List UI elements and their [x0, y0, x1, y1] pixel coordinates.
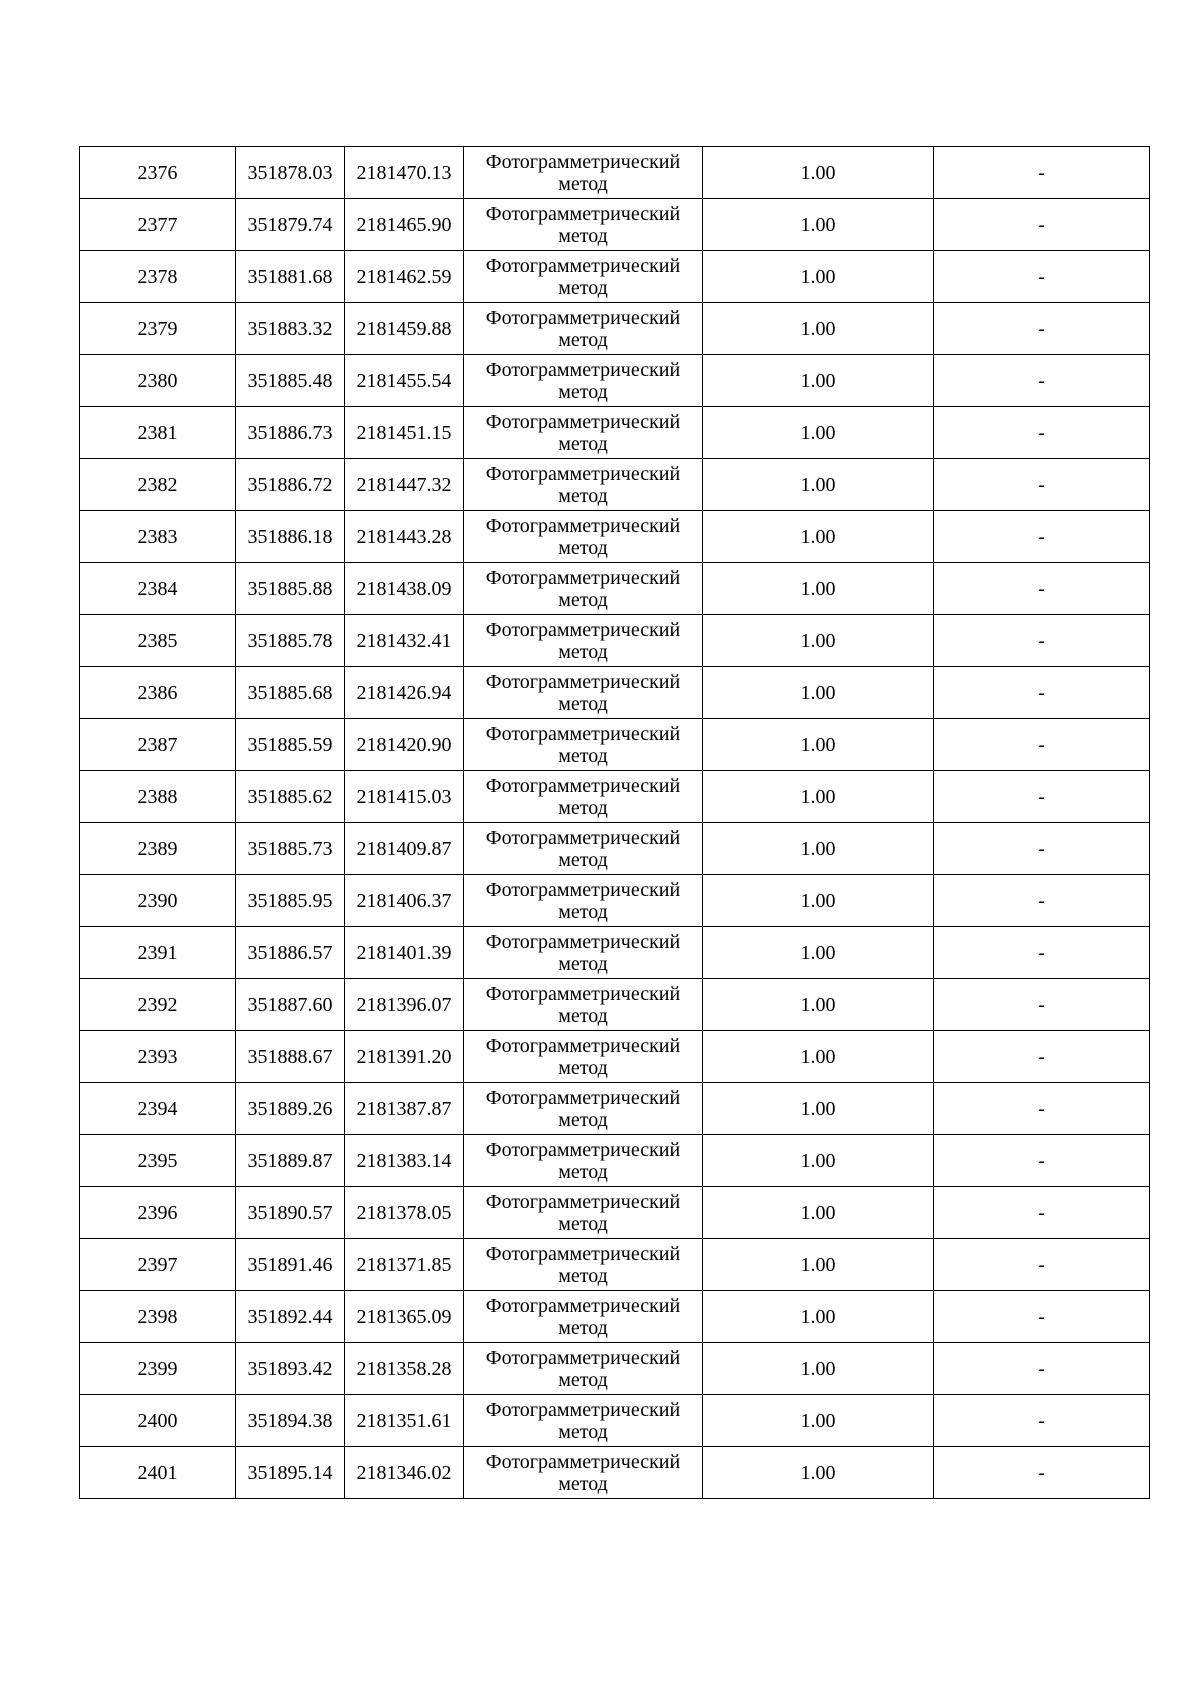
point-number-cell: 2384 [80, 563, 236, 615]
y-coordinate-cell: 2181438.09 [345, 563, 464, 615]
method-line1: Фотограмметрический [485, 254, 681, 277]
coordinates-table-body [80, 147, 1150, 1499]
method-line2: метод [558, 640, 608, 663]
y-coordinate-cell: 2181378.05 [345, 1187, 464, 1239]
method-cell [464, 979, 703, 1031]
y-coordinate-cell: 2181451.15 [345, 407, 464, 459]
method-line1: Фотограмметрический [485, 150, 681, 173]
table-row [80, 823, 1150, 875]
accuracy-cell: 1.00 [703, 303, 934, 355]
x-coordinate-cell: 351891.46 [236, 1239, 345, 1291]
note-cell: - [934, 823, 1150, 875]
point-number-cell: 2386 [80, 667, 236, 719]
method-cell [464, 823, 703, 875]
note-cell: - [934, 667, 1150, 719]
y-coordinate-cell: 2181358.28 [345, 1343, 464, 1395]
point-number-cell: 2393 [80, 1031, 236, 1083]
y-coordinate-cell: 2181387.87 [345, 1083, 464, 1135]
accuracy-cell: 1.00 [703, 875, 934, 927]
method-line2: метод [558, 796, 608, 819]
point-number-cell: 2401 [80, 1447, 236, 1499]
note-cell: - [934, 1083, 1150, 1135]
x-coordinate-cell: 351890.57 [236, 1187, 345, 1239]
table-row [80, 927, 1150, 979]
method-cell [464, 511, 703, 563]
table-row [80, 615, 1150, 667]
method-cell [464, 875, 703, 927]
method-line1: Фотограмметрический [485, 1034, 681, 1057]
accuracy-cell: 1.00 [703, 511, 934, 563]
y-coordinate-cell: 2181420.90 [345, 719, 464, 771]
point-number-cell: 2383 [80, 511, 236, 563]
y-coordinate-cell: 2181455.54 [345, 355, 464, 407]
method-line1: Фотограмметрический [485, 358, 681, 381]
method-line1: Фотограмметрический [485, 774, 681, 797]
point-number-cell: 2394 [80, 1083, 236, 1135]
accuracy-cell: 1.00 [703, 615, 934, 667]
accuracy-cell: 1.00 [703, 1031, 934, 1083]
point-number-cell: 2379 [80, 303, 236, 355]
method-line1: Фотограмметрический [485, 1294, 681, 1317]
method-cell [464, 355, 703, 407]
point-number-cell: 2380 [80, 355, 236, 407]
method-line2: метод [558, 900, 608, 923]
method-cell [464, 563, 703, 615]
method-line2: метод [558, 1004, 608, 1027]
coordinates-table [79, 146, 1150, 1499]
y-coordinate-cell: 2181346.02 [345, 1447, 464, 1499]
table-row [80, 979, 1150, 1031]
table-row [80, 147, 1150, 199]
method-line2: метод [558, 744, 608, 767]
method-cell [464, 407, 703, 459]
note-cell: - [934, 1447, 1150, 1499]
method-line2: метод [558, 224, 608, 247]
x-coordinate-cell: 351885.59 [236, 719, 345, 771]
point-number-cell: 2376 [80, 147, 236, 199]
table-row [80, 1239, 1150, 1291]
method-line2: метод [558, 1472, 608, 1495]
point-number-cell: 2378 [80, 251, 236, 303]
method-cell [464, 251, 703, 303]
y-coordinate-cell: 2181443.28 [345, 511, 464, 563]
accuracy-cell: 1.00 [703, 407, 934, 459]
table-row [80, 1395, 1150, 1447]
x-coordinate-cell: 351885.48 [236, 355, 345, 407]
method-cell [464, 1239, 703, 1291]
method-cell [464, 1447, 703, 1499]
x-coordinate-cell: 351893.42 [236, 1343, 345, 1395]
accuracy-cell: 1.00 [703, 1083, 934, 1135]
table-row [80, 511, 1150, 563]
point-number-cell: 2388 [80, 771, 236, 823]
note-cell: - [934, 407, 1150, 459]
method-cell [464, 667, 703, 719]
accuracy-cell: 1.00 [703, 667, 934, 719]
method-cell [464, 615, 703, 667]
point-number-cell: 2390 [80, 875, 236, 927]
table-row [80, 199, 1150, 251]
x-coordinate-cell: 351888.67 [236, 1031, 345, 1083]
y-coordinate-cell: 2181401.39 [345, 927, 464, 979]
method-line1: Фотограмметрический [485, 1450, 681, 1473]
note-cell: - [934, 1291, 1150, 1343]
accuracy-cell: 1.00 [703, 927, 934, 979]
y-coordinate-cell: 2181409.87 [345, 823, 464, 875]
table-row [80, 667, 1150, 719]
x-coordinate-cell: 351885.78 [236, 615, 345, 667]
point-number-cell: 2400 [80, 1395, 236, 1447]
method-line1: Фотограмметрический [485, 306, 681, 329]
method-line2: метод [558, 1056, 608, 1079]
point-number-cell: 2399 [80, 1343, 236, 1395]
table-row [80, 303, 1150, 355]
note-cell: - [934, 147, 1150, 199]
method-cell [464, 459, 703, 511]
method-cell [464, 1083, 703, 1135]
method-line2: метод [558, 1108, 608, 1131]
accuracy-cell: 1.00 [703, 1135, 934, 1187]
table-row [80, 407, 1150, 459]
method-line2: метод [558, 1316, 608, 1339]
table-row [80, 1343, 1150, 1395]
note-cell: - [934, 459, 1150, 511]
accuracy-cell: 1.00 [703, 1395, 934, 1447]
y-coordinate-cell: 2181462.59 [345, 251, 464, 303]
method-cell [464, 303, 703, 355]
method-line1: Фотограмметрический [485, 930, 681, 953]
method-line2: метод [558, 328, 608, 351]
table-row [80, 459, 1150, 511]
method-cell [464, 147, 703, 199]
note-cell: - [934, 719, 1150, 771]
y-coordinate-cell: 2181465.90 [345, 199, 464, 251]
note-cell: - [934, 875, 1150, 927]
x-coordinate-cell: 351889.26 [236, 1083, 345, 1135]
y-coordinate-cell: 2181365.09 [345, 1291, 464, 1343]
x-coordinate-cell: 351885.95 [236, 875, 345, 927]
method-line1: Фотограмметрический [485, 566, 681, 589]
table-row [80, 251, 1150, 303]
method-line1: Фотограмметрический [485, 514, 681, 537]
method-line2: метод [558, 1212, 608, 1235]
table-row [80, 1187, 1150, 1239]
x-coordinate-cell: 351886.57 [236, 927, 345, 979]
y-coordinate-cell: 2181447.32 [345, 459, 464, 511]
x-coordinate-cell: 351887.60 [236, 979, 345, 1031]
accuracy-cell: 1.00 [703, 979, 934, 1031]
method-cell [464, 927, 703, 979]
method-line2: метод [558, 484, 608, 507]
method-line2: метод [558, 692, 608, 715]
point-number-cell: 2382 [80, 459, 236, 511]
method-line2: метод [558, 1420, 608, 1443]
method-line2: метод [558, 276, 608, 299]
method-line2: метод [558, 952, 608, 975]
x-coordinate-cell: 351895.14 [236, 1447, 345, 1499]
point-number-cell: 2397 [80, 1239, 236, 1291]
point-number-cell: 2389 [80, 823, 236, 875]
table-row [80, 1291, 1150, 1343]
accuracy-cell: 1.00 [703, 771, 934, 823]
method-line1: Фотограмметрический [485, 826, 681, 849]
accuracy-cell: 1.00 [703, 459, 934, 511]
point-number-cell: 2385 [80, 615, 236, 667]
method-line1: Фотограмметрический [485, 670, 681, 693]
note-cell: - [934, 511, 1150, 563]
method-line2: метод [558, 536, 608, 559]
method-line2: метод [558, 432, 608, 455]
note-cell: - [934, 1031, 1150, 1083]
accuracy-cell: 1.00 [703, 199, 934, 251]
table-row [80, 355, 1150, 407]
x-coordinate-cell: 351885.88 [236, 563, 345, 615]
note-cell: - [934, 1343, 1150, 1395]
x-coordinate-cell: 351892.44 [236, 1291, 345, 1343]
point-number-cell: 2387 [80, 719, 236, 771]
accuracy-cell: 1.00 [703, 1187, 934, 1239]
x-coordinate-cell: 351886.18 [236, 511, 345, 563]
x-coordinate-cell: 351886.73 [236, 407, 345, 459]
method-line2: метод [558, 1368, 608, 1391]
accuracy-cell: 1.00 [703, 563, 934, 615]
method-line2: метод [558, 1264, 608, 1287]
point-number-cell: 2381 [80, 407, 236, 459]
method-line1: Фотограмметрический [485, 878, 681, 901]
y-coordinate-cell: 2181396.07 [345, 979, 464, 1031]
x-coordinate-cell: 351889.87 [236, 1135, 345, 1187]
method-line1: Фотограмметрический [485, 410, 681, 433]
method-line1: Фотограмметрический [485, 1190, 681, 1213]
point-number-cell: 2392 [80, 979, 236, 1031]
accuracy-cell: 1.00 [703, 1343, 934, 1395]
table-row [80, 719, 1150, 771]
method-cell [464, 1291, 703, 1343]
method-cell [464, 771, 703, 823]
method-line1: Фотограмметрический [485, 202, 681, 225]
method-cell [464, 719, 703, 771]
method-line2: метод [558, 380, 608, 403]
table-row [80, 1083, 1150, 1135]
method-cell [464, 1135, 703, 1187]
table-row [80, 875, 1150, 927]
note-cell: - [934, 199, 1150, 251]
note-cell: - [934, 1187, 1150, 1239]
note-cell: - [934, 355, 1150, 407]
note-cell: - [934, 979, 1150, 1031]
y-coordinate-cell: 2181415.03 [345, 771, 464, 823]
method-line2: метод [558, 1160, 608, 1183]
table-row [80, 771, 1150, 823]
method-cell [464, 199, 703, 251]
note-cell: - [934, 563, 1150, 615]
note-cell: - [934, 615, 1150, 667]
y-coordinate-cell: 2181383.14 [345, 1135, 464, 1187]
method-line1: Фотограмметрический [485, 618, 681, 641]
x-coordinate-cell: 351881.68 [236, 251, 345, 303]
note-cell: - [934, 927, 1150, 979]
method-line2: метод [558, 172, 608, 195]
note-cell: - [934, 771, 1150, 823]
y-coordinate-cell: 2181426.94 [345, 667, 464, 719]
method-line1: Фотограмметрический [485, 722, 681, 745]
method-line1: Фотограмметрический [485, 462, 681, 485]
y-coordinate-cell: 2181391.20 [345, 1031, 464, 1083]
note-cell: - [934, 1135, 1150, 1187]
x-coordinate-cell: 351885.73 [236, 823, 345, 875]
note-cell: - [934, 1395, 1150, 1447]
x-coordinate-cell: 351886.72 [236, 459, 345, 511]
method-line2: метод [558, 848, 608, 871]
method-line1: Фотограмметрический [485, 1398, 681, 1421]
y-coordinate-cell: 2181371.85 [345, 1239, 464, 1291]
point-number-cell: 2377 [80, 199, 236, 251]
y-coordinate-cell: 2181351.61 [345, 1395, 464, 1447]
method-cell [464, 1187, 703, 1239]
accuracy-cell: 1.00 [703, 823, 934, 875]
method-line1: Фотограмметрический [485, 1086, 681, 1109]
accuracy-cell: 1.00 [703, 719, 934, 771]
accuracy-cell: 1.00 [703, 1239, 934, 1291]
note-cell: - [934, 303, 1150, 355]
method-cell [464, 1343, 703, 1395]
method-line1: Фотограмметрический [485, 1138, 681, 1161]
note-cell: - [934, 251, 1150, 303]
table-row [80, 563, 1150, 615]
x-coordinate-cell: 351885.68 [236, 667, 345, 719]
note-cell: - [934, 1239, 1150, 1291]
point-number-cell: 2396 [80, 1187, 236, 1239]
point-number-cell: 2398 [80, 1291, 236, 1343]
point-number-cell: 2395 [80, 1135, 236, 1187]
y-coordinate-cell: 2181470.13 [345, 147, 464, 199]
point-number-cell: 2391 [80, 927, 236, 979]
method-cell [464, 1395, 703, 1447]
method-line1: Фотограмметрический [485, 1242, 681, 1265]
method-line1: Фотограмметрический [485, 1346, 681, 1369]
accuracy-cell: 1.00 [703, 251, 934, 303]
table-row [80, 1031, 1150, 1083]
y-coordinate-cell: 2181432.41 [345, 615, 464, 667]
accuracy-cell: 1.00 [703, 1291, 934, 1343]
y-coordinate-cell: 2181459.88 [345, 303, 464, 355]
accuracy-cell: 1.00 [703, 147, 934, 199]
x-coordinate-cell: 351894.38 [236, 1395, 345, 1447]
table-row [80, 1447, 1150, 1499]
x-coordinate-cell: 351883.32 [236, 303, 345, 355]
method-line1: Фотограмметрический [485, 982, 681, 1005]
method-line2: метод [558, 588, 608, 611]
accuracy-cell: 1.00 [703, 355, 934, 407]
x-coordinate-cell: 351878.03 [236, 147, 345, 199]
table-row [80, 1135, 1150, 1187]
accuracy-cell: 1.00 [703, 1447, 934, 1499]
y-coordinate-cell: 2181406.37 [345, 875, 464, 927]
method-cell [464, 1031, 703, 1083]
x-coordinate-cell: 351885.62 [236, 771, 345, 823]
x-coordinate-cell: 351879.74 [236, 199, 345, 251]
